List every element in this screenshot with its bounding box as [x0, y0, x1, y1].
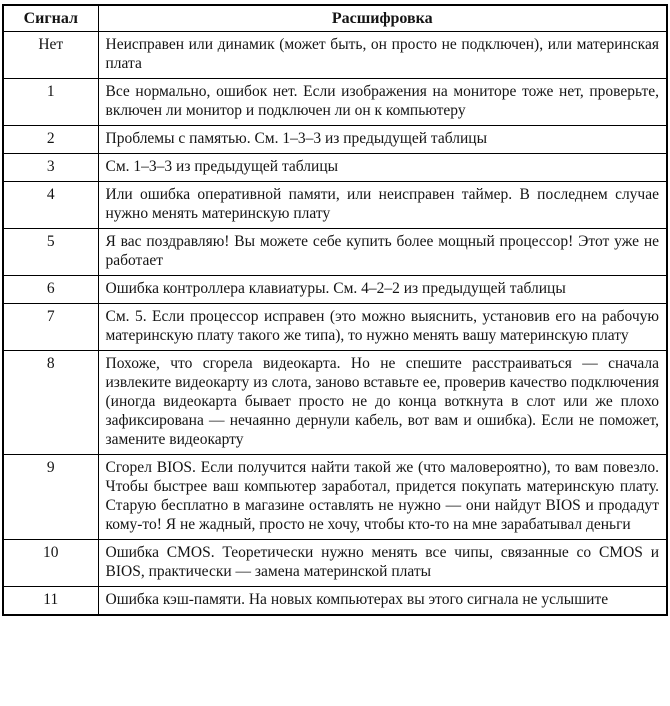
description-cell: Ошибка кэш-памяти. На новых компьютерах вы этого сигнала не услышите: [98, 587, 667, 616]
description-cell: Ошибка CMOS. Теоретически нужно менять все чипы, связанные со CMOS и BIOS, практически — замена материнской платы: [98, 540, 667, 587]
table-row: [3, 126, 667, 154]
signal-cell: 6: [3, 276, 98, 304]
signal-cell: 1: [3, 79, 98, 126]
description-cell: Неисправен или динамик (может быть, он просто не подключен), или материнская плата: [98, 32, 667, 79]
table-body: [3, 32, 667, 616]
table-row: [3, 540, 667, 587]
table-row: [3, 455, 667, 540]
description-cell: См. 1–3–3 из предыдущей таблицы: [98, 154, 667, 182]
signal-cell: 2: [3, 126, 98, 154]
beep-codes-table: [2, 4, 668, 616]
description-cell: См. 5. Если процессор исправен (это можно выяснить, установив его на рабочую материнскую плату такого же типа), то нужно менять вашу материнскую плату: [98, 304, 667, 351]
signal-cell: Нет: [3, 32, 98, 79]
header-row: [3, 5, 667, 32]
table-row: [3, 276, 667, 304]
table-row: [3, 32, 667, 79]
signal-column-header: Сигнал: [3, 5, 98, 32]
table-row: [3, 587, 667, 616]
description-cell: Все нормально, ошибок нет. Если изображения на мониторе тоже нет, проверьте, включен ли монитор и подключен ли он к компьютеру: [98, 79, 667, 126]
table-row: [3, 154, 667, 182]
table-row: [3, 79, 667, 126]
table-row: [3, 304, 667, 351]
table-row: [3, 229, 667, 276]
table-header: [3, 5, 667, 32]
description-cell: Ошибка контроллера клавиатуры. См. 4–2–2 из предыдущей таблицы: [98, 276, 667, 304]
table-row: [3, 182, 667, 229]
description-cell: Сгорел BIOS. Если получится найти такой же (что маловероятно), то вам повезло. Чтобы быстрее ваш компьютер заработал, придется покупать материнскую плату. Старую бесплатно в магазине оставлять не нужно — они найдут BIOS и продадут кому-то! Я не жадный, просто не хочу, чтобы кто-то на мне зарабатывал деньги: [98, 455, 667, 540]
signal-cell: 7: [3, 304, 98, 351]
signal-cell: 11: [3, 587, 98, 616]
description-cell: Я вас поздравляю! Вы можете себе купить более мощный процессор! Этот уже не работает: [98, 229, 667, 276]
description-column-header: Расшифровка: [98, 5, 667, 32]
description-cell: Похоже, что сгорела видеокарта. Но не спешите расстраиваться — сначала извлеките видеокарту из слота, заново вставьте ее, проверив качество подключения (иногда видеокарта бывает просто не до конца воткнута в слот или же плохо зафиксирована — нечаянно дернули кабель, вот вам и ошибка). Если не поможет, замените видеокарту: [98, 351, 667, 455]
description-cell: Проблемы с памятью. См. 1–3–3 из предыдущей таблицы: [98, 126, 667, 154]
description-cell: Или ошибка оперативной памяти, или неисправен таймер. В последнем случае нужно менять материнскую плату: [98, 182, 667, 229]
signal-cell: 4: [3, 182, 98, 229]
signal-cell: 8: [3, 351, 98, 455]
signal-cell: 3: [3, 154, 98, 182]
signal-cell: 5: [3, 229, 98, 276]
signal-cell: 9: [3, 455, 98, 540]
table-row: [3, 351, 667, 455]
signal-cell: 10: [3, 540, 98, 587]
